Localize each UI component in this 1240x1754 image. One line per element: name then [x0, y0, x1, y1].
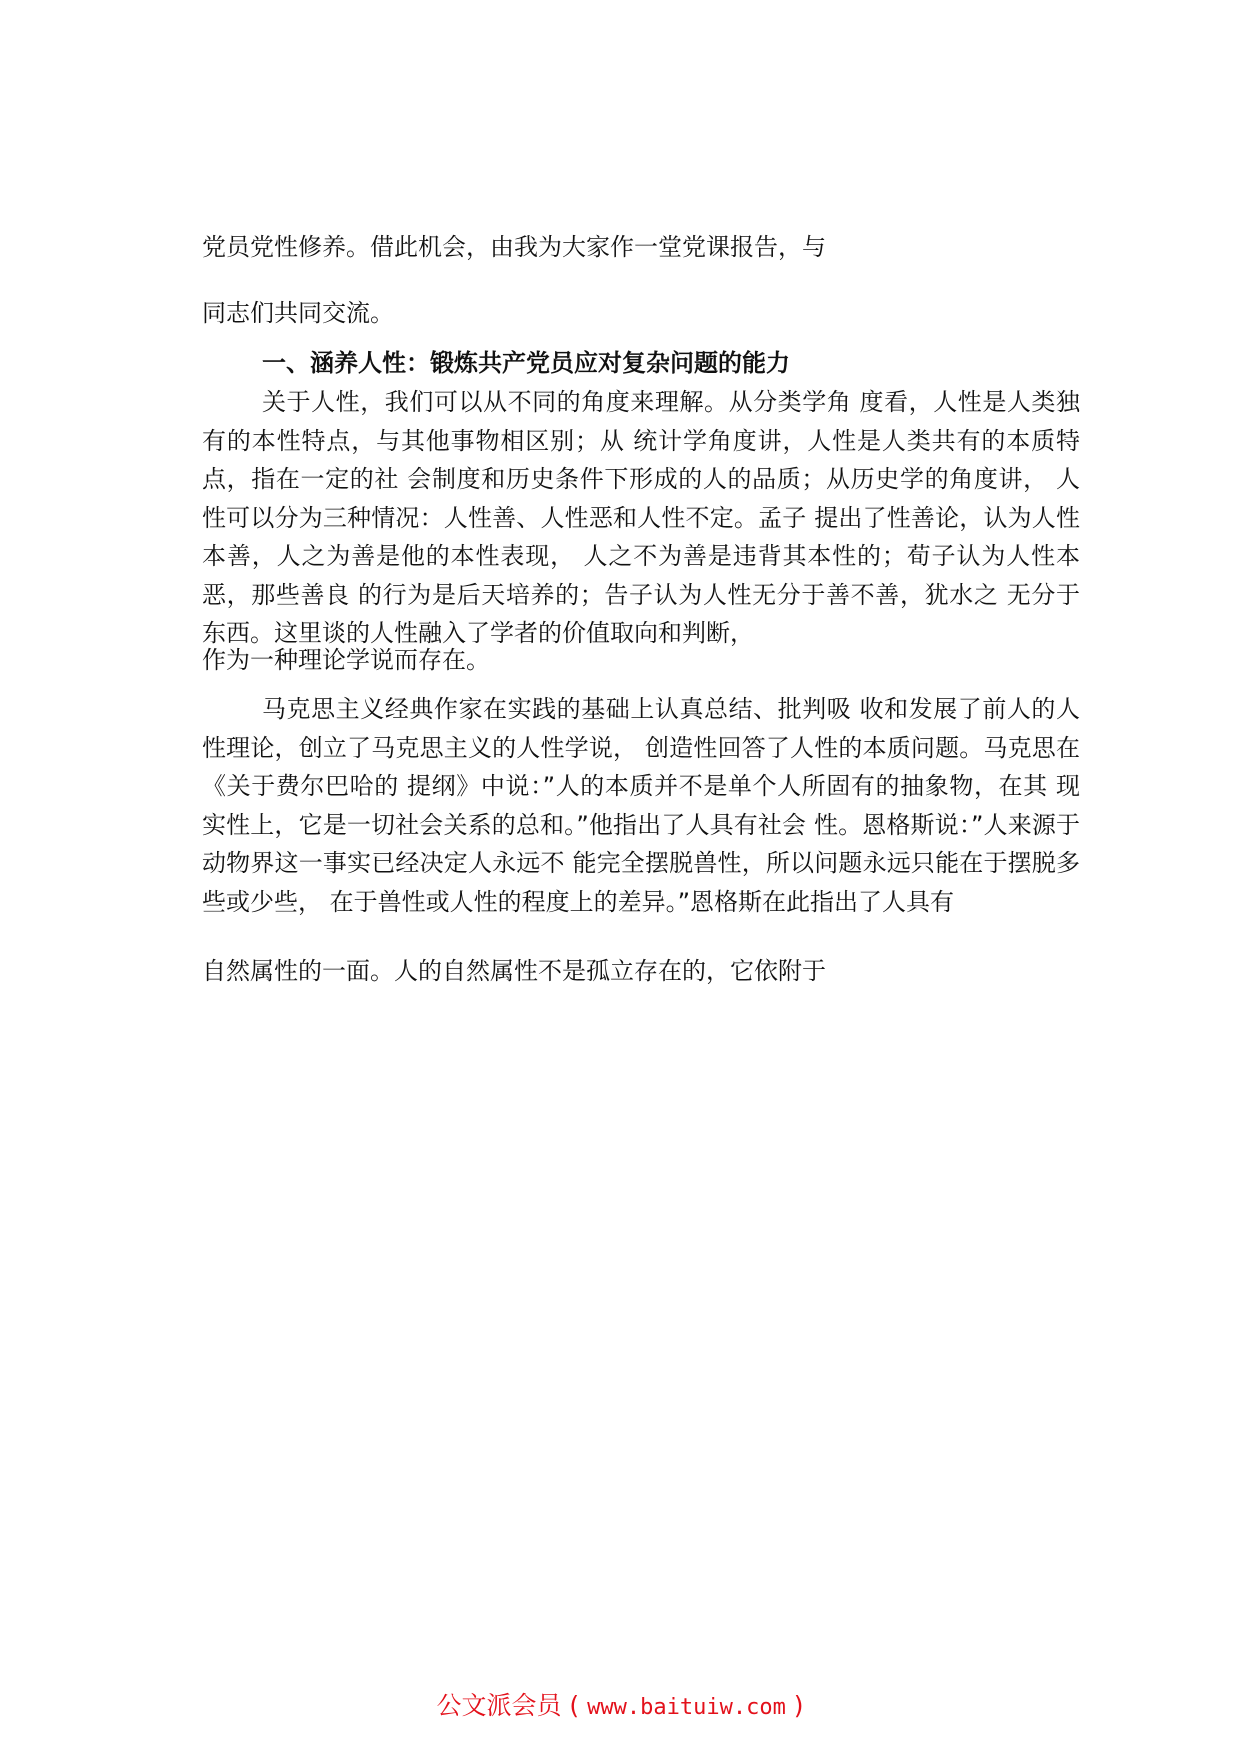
text-line: 党员党性修养。借此机会，由我为大家作一堂党课报告，与: [202, 233, 826, 261]
text-line: 同志们共同交流。: [202, 299, 394, 327]
text-line: 自然属性的一面。人的自然属性不是孤立存在的，它依附于: [202, 957, 826, 985]
paragraph: 马克思主义经典作家在实践的基础上认真总结、批判吸 收和发展了前人的人性理论，创立了马克思主义的人性学说， 创造性回答了人性的本质问题。马克思在《关于费尔巴哈的 提纲》中说：”人的本质并不是单个人所固有的抽象物，在其 现实性上，它是一切社会关系的总和。”他指出了人具有社会 性。恩格斯说：”人来源于动物界这一事实已经决定人永远不 能完全摆脱兽性，所以问题永远只能在于摆脱多些或少些， 在于兽性或人性的程度上的差异。”恩格斯在此指出了人具有: [202, 695, 1080, 916]
footer-open-paren: (: [569, 1691, 580, 1720]
footer-watermark: [0, 1686, 1240, 1722]
text-line: 作为一种理论学说而存在。: [202, 646, 490, 674]
section-heading: 一、涵养人性：锻炼共产党员应对复杂问题的能力: [262, 349, 790, 377]
footer-url[interactable]: www.baituiw.com: [587, 1695, 786, 1720]
footer-site-name: 公文派会员: [436, 1691, 562, 1720]
footer-close-paren: ): [793, 1691, 804, 1720]
paragraph: 关于人性，我们可以从不同的角度来理解。从分类学角 度看，人性是人类独有的本性特点，与其他事物相区别；从 统计学角度讲，人性是人类共有的本质特点，指在一定的社 会制度和历史条件下形成的人的品质；从历史学的角度讲， 人性可以分为三种情况：人性善、人性恶和人性不定。孟子 提出了性善论，认为人性本善，人之为善是他的本性表现， 人之不为善是违背其本性的；荀子认为人性本恶，那些善良 的行为是后天培养的；告子认为人性无分于善不善，犹水之 无分于东西。这里谈的人性融入了学者的价值取向和判断，: [202, 388, 1080, 647]
